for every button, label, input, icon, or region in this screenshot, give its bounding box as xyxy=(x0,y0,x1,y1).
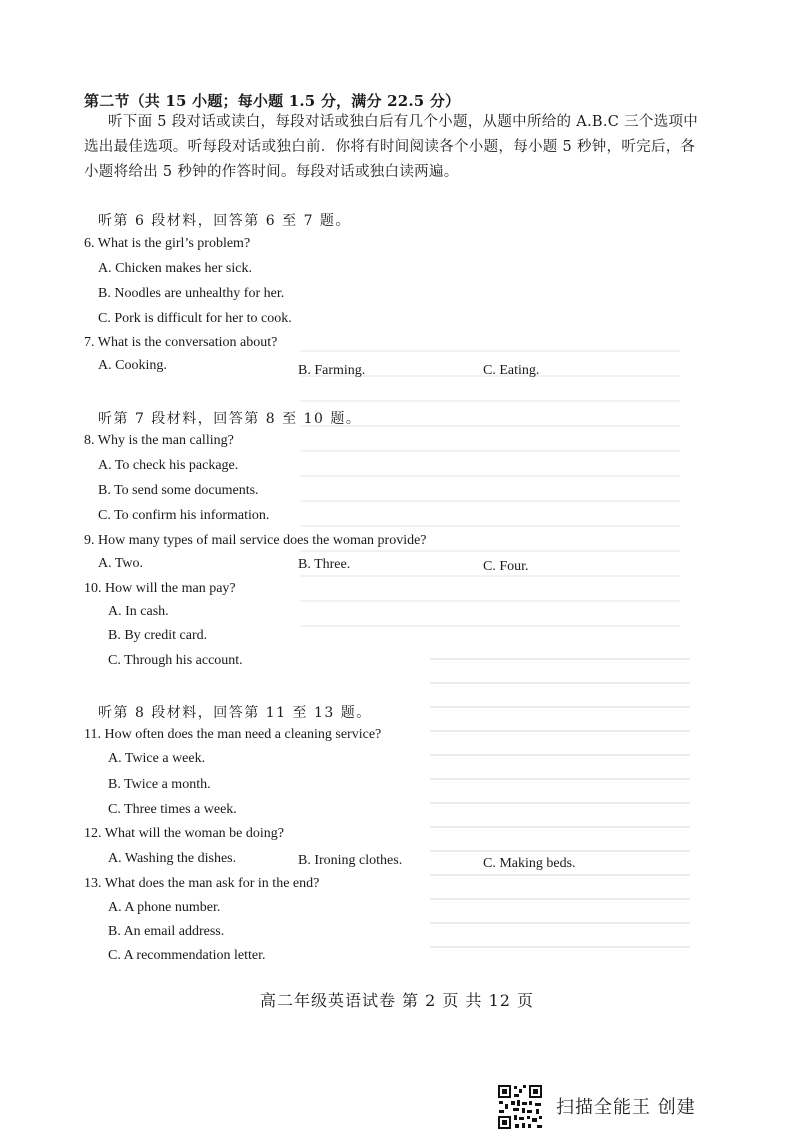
answer-option: A. Twice a week. xyxy=(108,751,206,766)
question-stem: 11. How often does the man need a cleaning service? xyxy=(84,727,382,742)
answer-option: B. To send some documents. xyxy=(98,483,259,498)
answer-option: B. Three. xyxy=(298,557,351,572)
question-stem: 8. Why is the man calling? xyxy=(84,433,234,448)
answer-option: C. Three times a week. xyxy=(108,802,237,817)
answer-option: B. Twice a month. xyxy=(108,777,211,792)
group-heading: 听第 7 段材料，回答第 8 至 10 题。 xyxy=(98,411,362,427)
section-instructions: 听下面 5 段对话或读白，每段对话或独白后有几个小题，从题中所给的 A.B.C 三个选项中选出最佳选项。听每段对话或独白前．你将有时间阅读各个小题，每小题 5 秒钟，听完后，各小题将给出 5 秒钟的作答时间。每段对话或独白读两遍。 xyxy=(84,114,699,180)
answer-option: A. Cooking. xyxy=(98,358,167,373)
answer-option: C. A recommendation letter. xyxy=(108,948,266,963)
answer-option: C. To confirm his information. xyxy=(98,508,270,523)
question-stem: 10. How will the man pay? xyxy=(84,581,236,596)
answer-option: A. To check his package. xyxy=(98,458,239,473)
answer-option: A. A phone number. xyxy=(108,900,221,915)
answer-option: A. Washing the dishes. xyxy=(108,851,237,866)
question-stem: 6. What is the girl’s problem? xyxy=(84,236,251,251)
question-stem: 13. What does the man ask for in the end? xyxy=(84,876,320,891)
answer-option: C. Making beds. xyxy=(483,856,576,871)
show-through-texture xyxy=(430,640,690,970)
answer-option: C. Four. xyxy=(483,559,529,574)
group-heading: 听第 6 段材料，回答第 6 至 7 题。 xyxy=(98,213,351,229)
answer-option: A. Chicken makes her sick. xyxy=(98,261,252,276)
answer-option: C. Through his account. xyxy=(108,653,243,668)
answer-option: C. Eating. xyxy=(483,363,540,378)
answer-option: B. An email address. xyxy=(108,924,225,939)
question-stem: 9. How many types of mail service does the woman provide? xyxy=(84,533,427,548)
answer-option: B. Ironing clothes. xyxy=(298,853,403,868)
group-heading: 听第 8 段材料，回答第 11 至 13 题。 xyxy=(98,705,372,721)
scanner-watermark: 扫描全能王 创建 xyxy=(556,1097,696,1118)
answer-option: B. Noodles are unhealthy for her. xyxy=(98,286,285,301)
answer-option: B. By credit card. xyxy=(108,628,208,643)
answer-option: A. Two. xyxy=(98,556,144,571)
answer-option: C. Pork is difficult for her to cook. xyxy=(98,311,292,326)
answer-option: A. In cash. xyxy=(108,604,169,619)
question-stem: 7. What is the conversation about? xyxy=(84,335,278,350)
section-title: 第二节（共 15 小题；每小题 1.5 分，满分 22.5 分） xyxy=(84,92,461,110)
answer-option: B. Farming. xyxy=(298,363,366,378)
page-footer: 高二年级英语试卷 第 2 页 共 12 页 xyxy=(259,991,535,1010)
question-stem: 12. What will the woman be doing? xyxy=(84,826,284,841)
